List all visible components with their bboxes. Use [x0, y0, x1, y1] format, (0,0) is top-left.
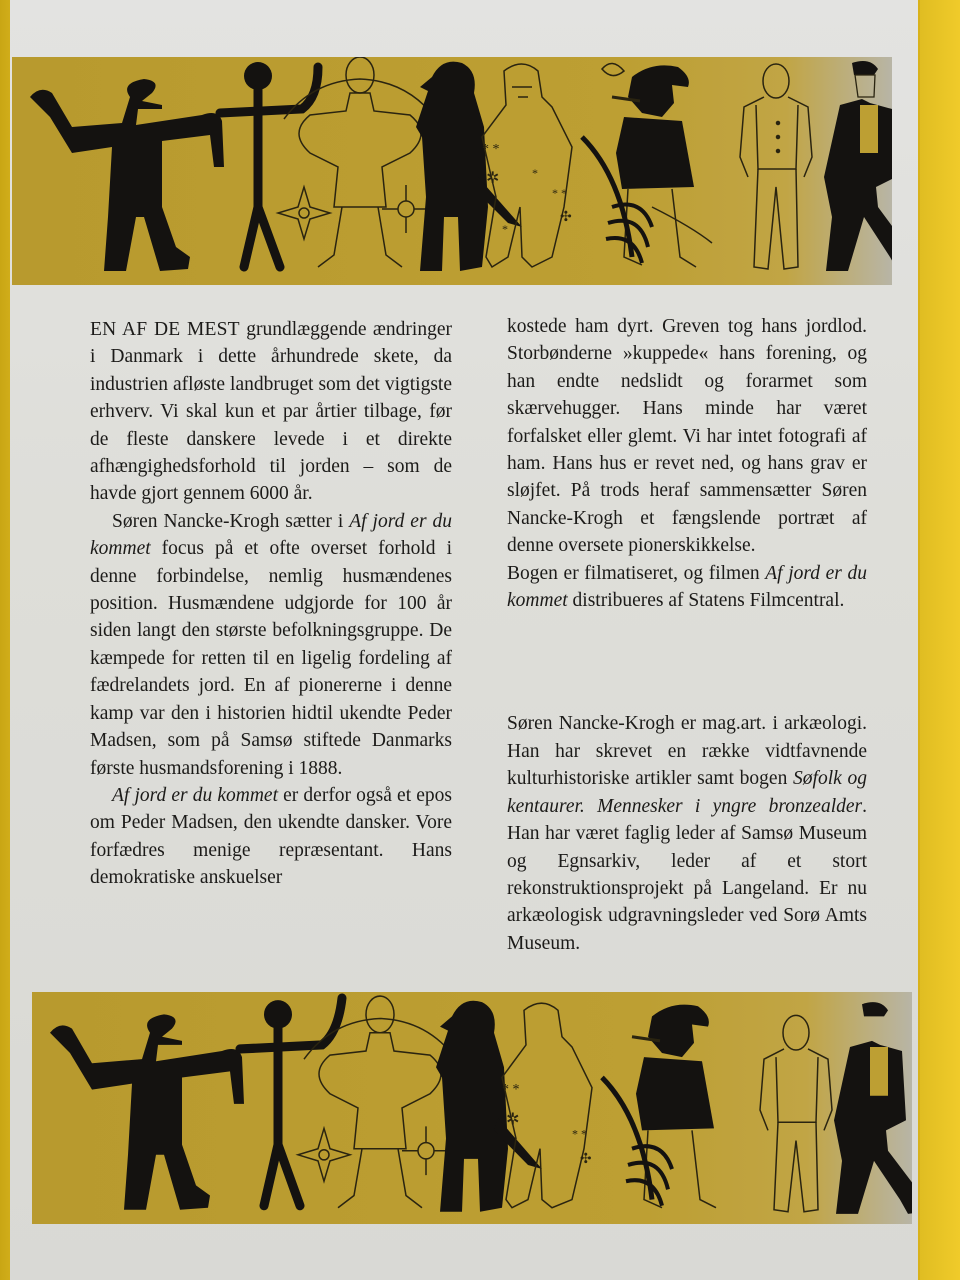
- svg-text:✣: ✣: [580, 1150, 592, 1167]
- svg-text:* *: * *: [482, 142, 500, 157]
- text-column-right: [507, 313, 867, 957]
- svg-text:✲: ✲: [506, 1111, 520, 1129]
- book-title: Af jord er du kommet: [112, 784, 279, 806]
- back-cover-page: [10, 0, 918, 1280]
- svg-text:* *: * *: [502, 1081, 520, 1098]
- svg-text:* *: * *: [572, 1127, 587, 1142]
- figure-frieze-bottom: [32, 992, 912, 1224]
- hooded-silhouette-icon: [436, 1001, 542, 1212]
- other-book-title: Søfolk og kentaurer. Mennesker i yngre bronzealder: [507, 768, 867, 817]
- star-symbol-icon: [278, 187, 330, 239]
- paragraph-film: Bogen er filmatiseret, og filmen Af jord er du kommet distribueres af Statens Filmcentral.: [507, 562, 867, 612]
- paragraph-intro: EN AF DE MEST grundlæggende ændringer i Danmark i dette århundrede skete, da industrien afløste landbruget som det vigtigste erhverv. Vi skal kun et par årtier tilbage, før de fleste danskere levede i et direkte afhængighedsforhold til jorden – som de havde gjort gennem 6000 år.: [90, 319, 452, 505]
- book-cover-edge-right: [920, 0, 960, 1280]
- sun-wheel-icon: [402, 1126, 450, 1175]
- svg-text:*: *: [502, 222, 508, 236]
- rock-carving-man-icon: [50, 1014, 244, 1209]
- modern-man-in-suit-icon: [834, 1002, 912, 1214]
- svg-text:✲: ✲: [486, 170, 500, 187]
- paragraph-epos: Af jord er du kommet er derfor også et epos om Peder Madsen, den ukendte dansker. Vore forfædres menige repræsentant. Hans demokratiske anskuelser: [90, 784, 452, 889]
- modern-man-in-suit-icon: [824, 61, 892, 271]
- book-title: Af jord er du kommet: [90, 510, 452, 560]
- frieze-illustration: [32, 992, 912, 1224]
- figure-frieze-top: [12, 57, 892, 285]
- farmer-in-vest-icon: [740, 64, 812, 269]
- author-bio: Søren Nancke-Krogh er mag.art. i arkæologi. Han har skrevet en række vidtfavnende kulturhistoriske artikler samt bogen Søfolk og kentaurer. Mennesker i yngre bronzealder. Han har været faglig leder af Samsø Museum og Egnsarkiv, leder af et stort rekonstruktionsprojekt på Langeland. Er nu arkæologisk udgravningsleder ved Sorø Amts Museum.: [507, 713, 867, 954]
- bronze-age-figure-icon: [284, 57, 436, 267]
- medieval-peasant-icon: [482, 64, 572, 267]
- sun-wheel-icon: [382, 185, 430, 233]
- bronze-age-figure-icon: [304, 996, 456, 1208]
- paragraph-continuation: kostede ham dyrt. Greven tog hans jordlod. Storbønderne »kuppede« hans forening, og han endte nedslidt og forarmet som skærvehugger. Hans minde har været forfalsket eller glemt. Vi har intet fotografi af ham. Hans hus er revet ned, og hans grav er sløjfet. På trods heraf sammensætter Søren Nancke-Krogh et fængslende portræt af denne oversete pionerskikkelse.: [507, 316, 867, 557]
- hooded-silhouette-icon: [416, 62, 522, 271]
- section-spacer: [507, 614, 867, 710]
- pipe-smoking-man-icon: [602, 1005, 716, 1208]
- svg-text:* *: * *: [552, 186, 567, 200]
- star-symbol-icon: [298, 1128, 350, 1181]
- rock-carving-man-icon: [30, 79, 224, 271]
- farmer-in-vest-icon: [760, 1015, 832, 1211]
- frieze-illustration: [12, 57, 892, 285]
- paragraph-book-focus: Søren Nancke-Krogh sætter i Af jord er du kommet focus på et ofte overset forhold i denne forbindelse, nemlig husmændenes position. Husmændene udgjorde for 100 år siden langt den største befolkningsgruppe. De kæmpede for retten til en ligelig fordeling af fædrelandets jord. En af pionererne i denne kamp var den i historien hidtil ukendte Peder Madsen, som på Samsø stiftede Danmarks første husmandsforening i 1888.: [90, 510, 452, 779]
- medieval-peasant-icon: [502, 1003, 592, 1208]
- lead-in-caps: EN AF DE MEST: [90, 319, 240, 340]
- film-title: Af jord er du kommet: [507, 562, 867, 612]
- svg-text:*: *: [532, 166, 538, 180]
- svg-text:✣: ✣: [560, 210, 572, 225]
- pipe-smoking-man-icon: [582, 63, 712, 267]
- text-column-left: [90, 316, 452, 892]
